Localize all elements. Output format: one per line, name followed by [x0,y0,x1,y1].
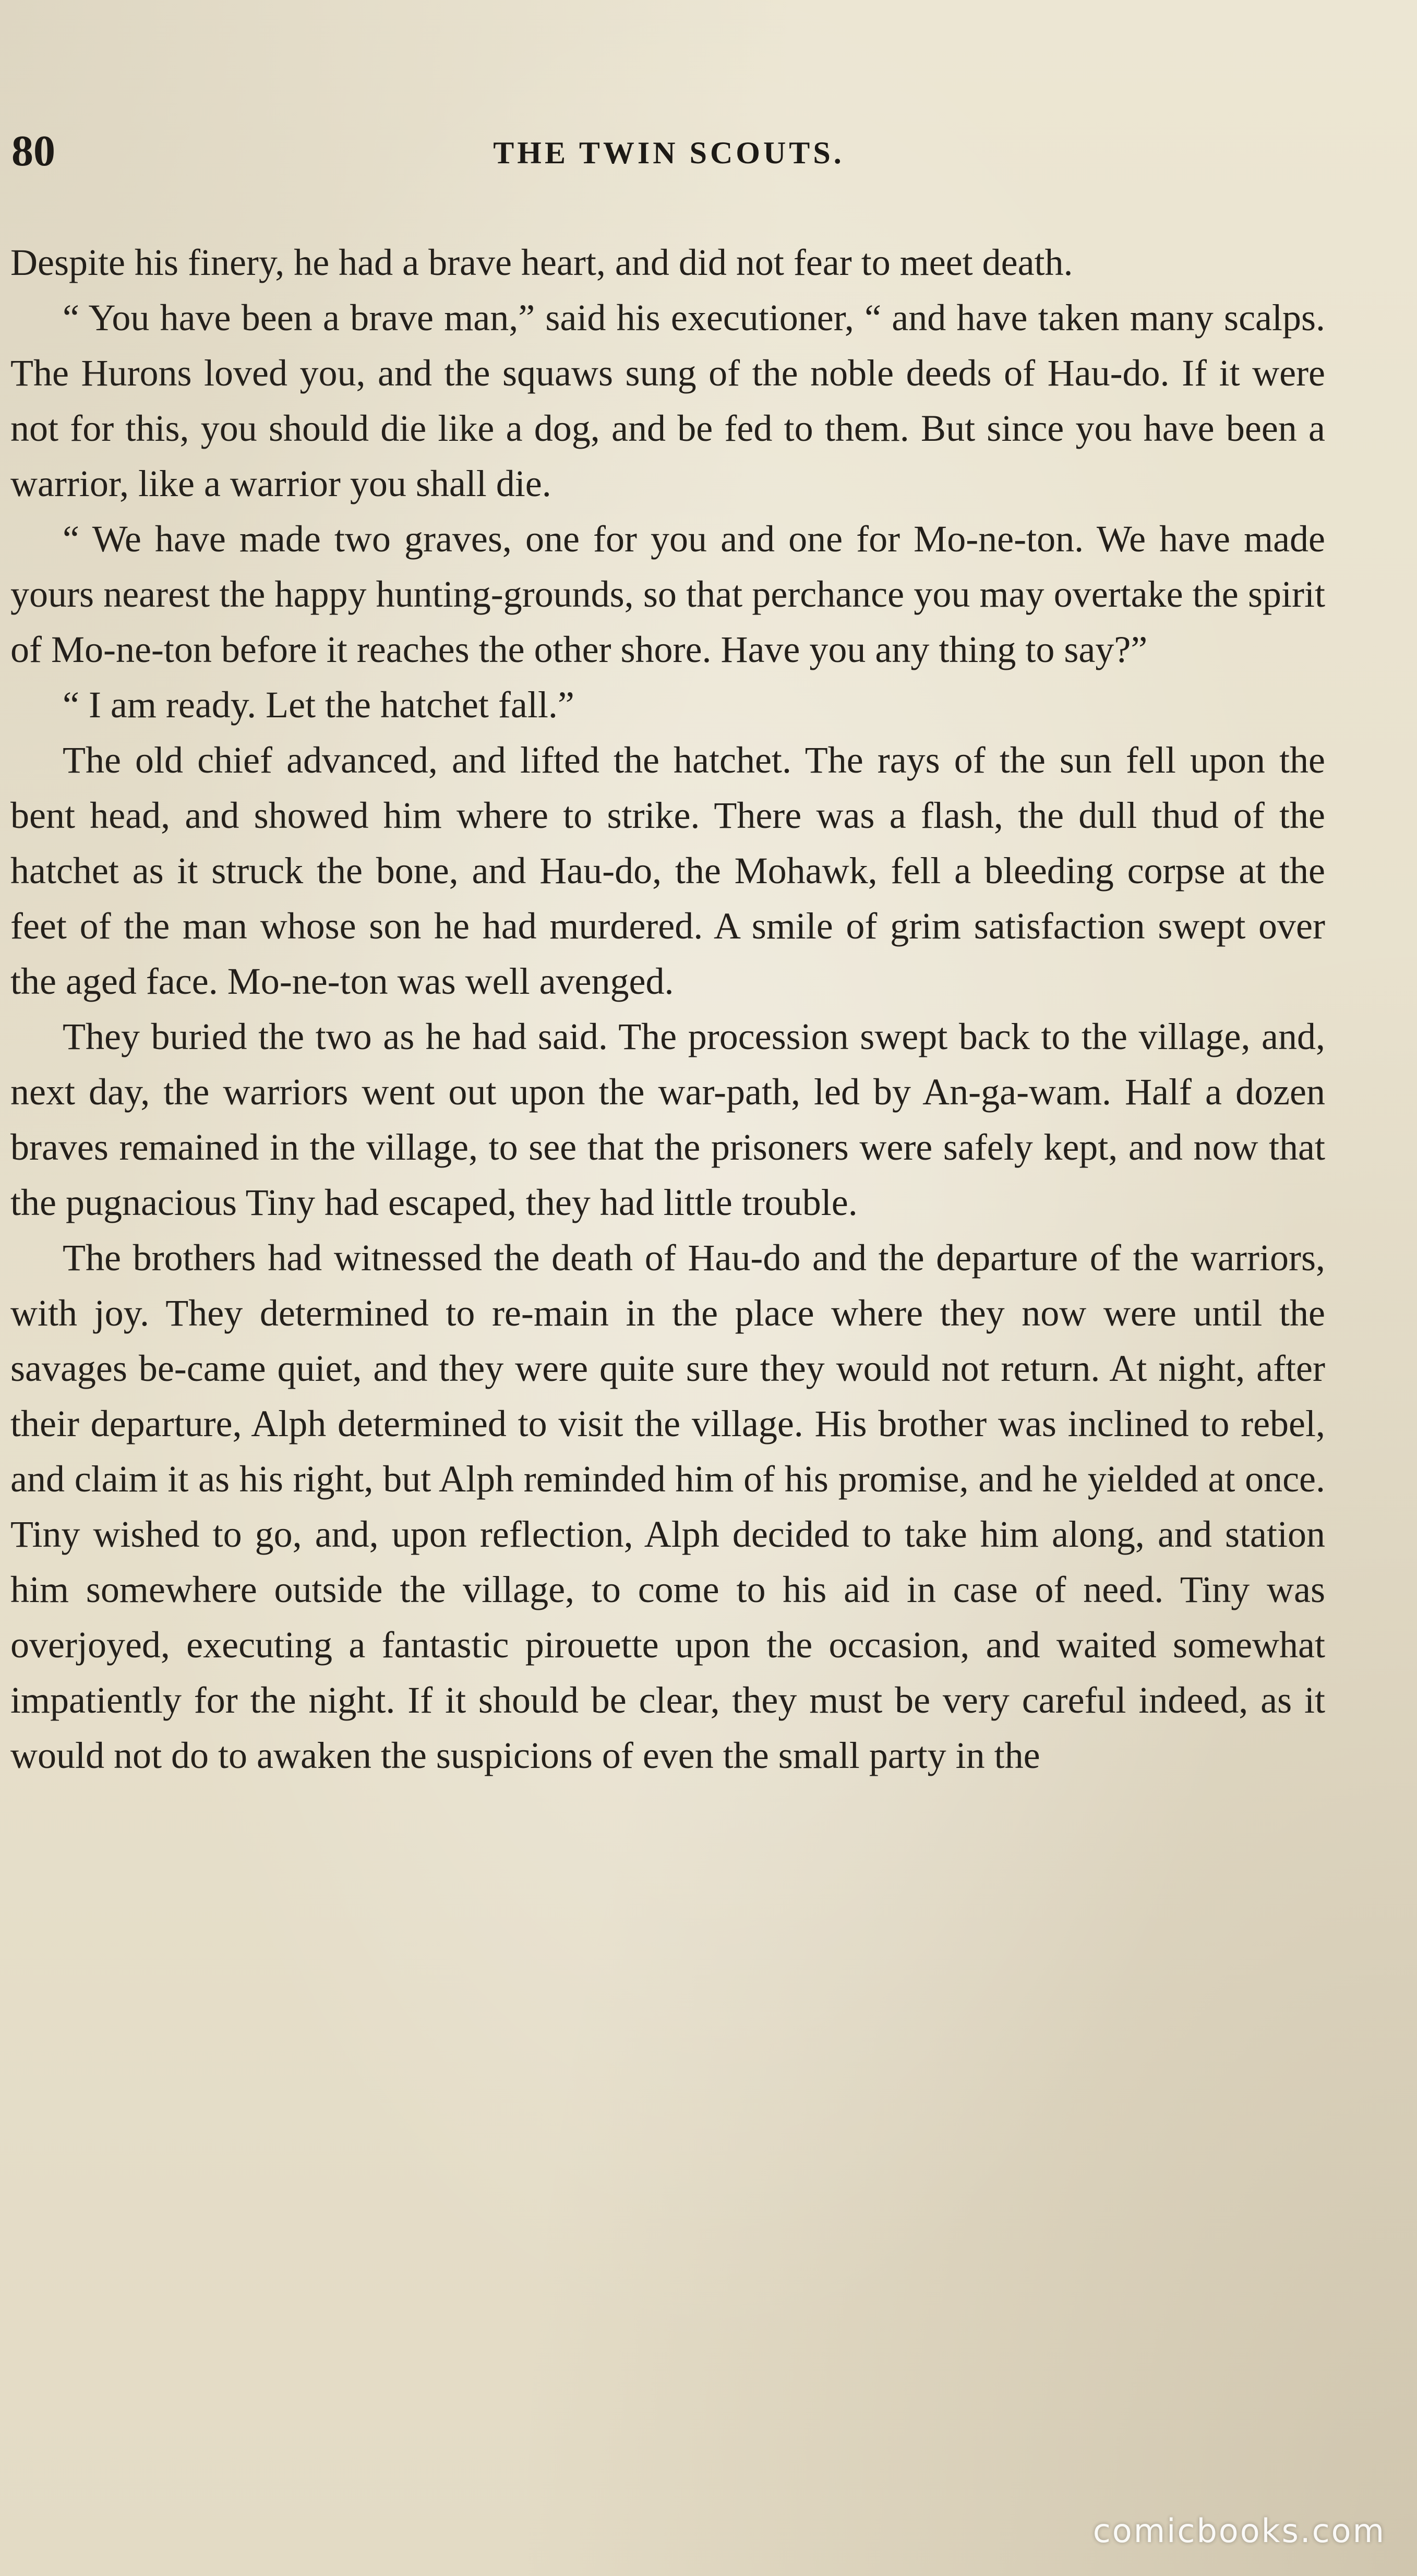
running-head: THE TWIN SCOUTS. [493,136,845,170]
page-header [11,120,1326,183]
page-number: 80 [11,127,55,175]
paragraph: They buried the two as he had said. The procession swept back to the village, and, next day, the warriors went out upon the war-path, led by An-ga-wam. Half a dozen braves remained in the village, to see that the prisoners were safely kept, and now that the pugnacious Tiny had escaped, they had little trouble. [10,1016,1325,1223]
paragraph: Despite his finery, he had a brave heart, and did not fear to meet death. [10,242,1073,283]
paragraph: The brothers had witnessed the death of Hau-do and the departure of the warriors, with joy. They determined to re-main in the place where they now were until the savages be-came quiet, and they were quite sure they would not return. At night, after their departure, Alph determined to visit the village. His brother was inclined to rebel, and claim it as his right, but Alph reminded him of his promise, and he yielded at once. Tiny wished to go, and, upon reflection, Alph decided to take him along, and station him somewhere outside the village, to come to his aid in case of need. Tiny was overjoyed, executing a fantastic pirouette upon the occasion, and waited somewhat impatiently for the night. If it should be clear, they must be very careful indeed, as it would not do to awaken the suspicions of even the small party in the [10,1237,1325,1776]
body-text [10,235,1325,1783]
paragraph: “ You have been a brave man,” said his executioner, “ and have taken many scalps. The Hurons loved you, and the squaws sung of the noble deeds of Hau-do. If it were not for this, you should die like a dog, and be fed to them. But since you have been a warrior, like a warrior you shall die. [10,297,1325,504]
paragraph: “ I am ready. Let the hatchet fall.” [63,684,574,726]
paragraph: “ We have made two graves, one for you and one for Mo-ne-ton. We have made yours nearest the happy hunting-grounds, so that perchance you may overtake the spirit of Mo-ne-ton before it reaches the other shore. Have you any thing to say?” [10,518,1325,670]
watermark: comicbooks.com [1092,2512,1386,2550]
paragraph: The old chief advanced, and lifted the hatchet. The rays of the sun fell upon the bent head, and showed him where to strike. There was a flash, the dull thud of the hatchet as it struck the bone, and Hau-do, the Mohawk, fell a bleeding corpse at the feet of the man whose son he had murdered. A smile of grim satisfaction swept over the aged face. Mo-ne-ton was well avenged. [10,739,1325,1002]
